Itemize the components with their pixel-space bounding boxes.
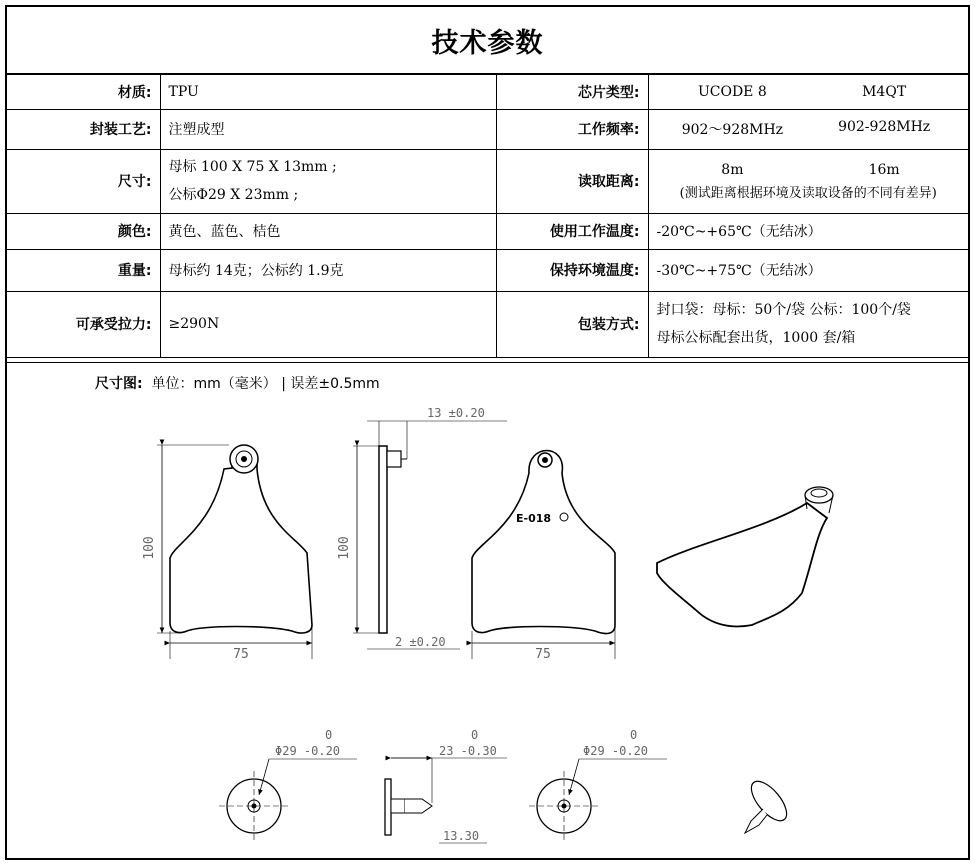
female-tag-front-view	[157, 445, 312, 659]
tag-code: E-018	[516, 512, 552, 525]
table-row	[7, 291, 968, 357]
read-range-male: 16m	[868, 161, 900, 178]
packing-line-2: 母标公标配套出货，1000 套/箱	[656, 330, 856, 346]
process-label: 封装工艺:	[7, 109, 160, 149]
page-title: 技术参数	[7, 7, 968, 75]
dim-phi29-a: Φ29 -0.20	[275, 744, 341, 758]
operating-temp-value: -20℃~+65℃（无结冰）	[648, 213, 968, 249]
material-value: TPU	[160, 75, 496, 109]
spec-table	[7, 75, 968, 358]
packing-value	[648, 291, 968, 357]
female-tag-back-view	[472, 451, 615, 660]
table-row	[7, 249, 968, 291]
frequency-male: 902-928MHz	[838, 119, 931, 135]
frequency-label: 工作频率:	[496, 109, 648, 149]
storage-temp-label: 保持环境温度:	[496, 249, 648, 291]
table-row	[7, 149, 968, 213]
dim-phi29-b: Φ29 -0.20	[583, 744, 649, 758]
dim-23: 23 -0.30	[439, 744, 497, 758]
read-range-note: (测试距离根据环境及读取设备的不同有差异)	[679, 185, 937, 201]
weight-value: 母标约 14克；公标约 1.9克	[160, 249, 496, 291]
dim-plate-thickness-label: 2 ±0.20	[395, 635, 446, 649]
chip-type-female: UCODE 8	[697, 83, 767, 100]
dim-width-label-2: 75	[535, 647, 551, 662]
read-range-label: 读取距离:	[496, 149, 648, 213]
packing-line-1: 封口袋：母标：50个/袋 公标：100个/袋	[656, 302, 911, 318]
male-tag-isometric-view	[745, 776, 793, 833]
weight-label: 重量:	[7, 249, 160, 291]
size-value	[160, 149, 496, 213]
dim-23-top: 0	[471, 728, 479, 742]
dim-1330: 13.30	[443, 829, 480, 843]
table-row	[7, 75, 968, 109]
male-tag-front-view-b	[529, 759, 667, 841]
color-label: 颜色:	[7, 213, 160, 249]
table-row	[7, 213, 968, 249]
frequency-value	[648, 109, 968, 149]
dimension-label: 尺寸图:	[95, 376, 143, 392]
operating-temp-label: 使用工作温度:	[496, 213, 648, 249]
size-label: 尺寸:	[7, 149, 160, 213]
table-row	[7, 109, 968, 149]
drawing-canvas	[7, 363, 968, 859]
size-male: 公标Φ29 X 23mm ;	[168, 187, 299, 203]
dim-thickness-label: 13 ±0.20	[427, 406, 485, 420]
dim-width-label: 75	[233, 647, 249, 662]
frequency-female: 902～928MHz	[681, 122, 784, 138]
read-range-value	[648, 149, 968, 213]
female-tag-isometric-view	[657, 487, 833, 626]
dim-phi29-b-top: 0	[630, 728, 638, 742]
chip-type-label: 芯片类型:	[496, 75, 648, 109]
size-female: 母标 100 X 75 X 13mm ;	[168, 159, 337, 175]
material-label: 材质:	[7, 75, 160, 109]
dim-height-label-2: 100	[337, 536, 352, 560]
tensile-label: 可承受拉力:	[7, 291, 160, 357]
storage-temp-value: -30℃~+75℃（无结冰）	[648, 249, 968, 291]
dim-height-label: 100	[142, 536, 157, 560]
unit-note: 单位：mm（毫米） | 误差±0.5mm	[151, 376, 380, 392]
spec-sheet	[5, 5, 970, 860]
dimension-drawing	[7, 362, 968, 859]
color-value: 黄色、蓝色、桔色	[160, 213, 496, 249]
read-range-female: 8m	[721, 161, 744, 178]
tensile-value: ≥290N	[160, 291, 496, 357]
process-value: 注塑成型	[160, 109, 496, 149]
chip-type-value	[648, 75, 968, 109]
dim-phi29-a-top: 0	[325, 728, 333, 742]
male-tag-front-view-a	[219, 759, 357, 841]
packing-label: 包装方式:	[496, 291, 648, 357]
chip-type-male: M4QT	[862, 83, 907, 100]
